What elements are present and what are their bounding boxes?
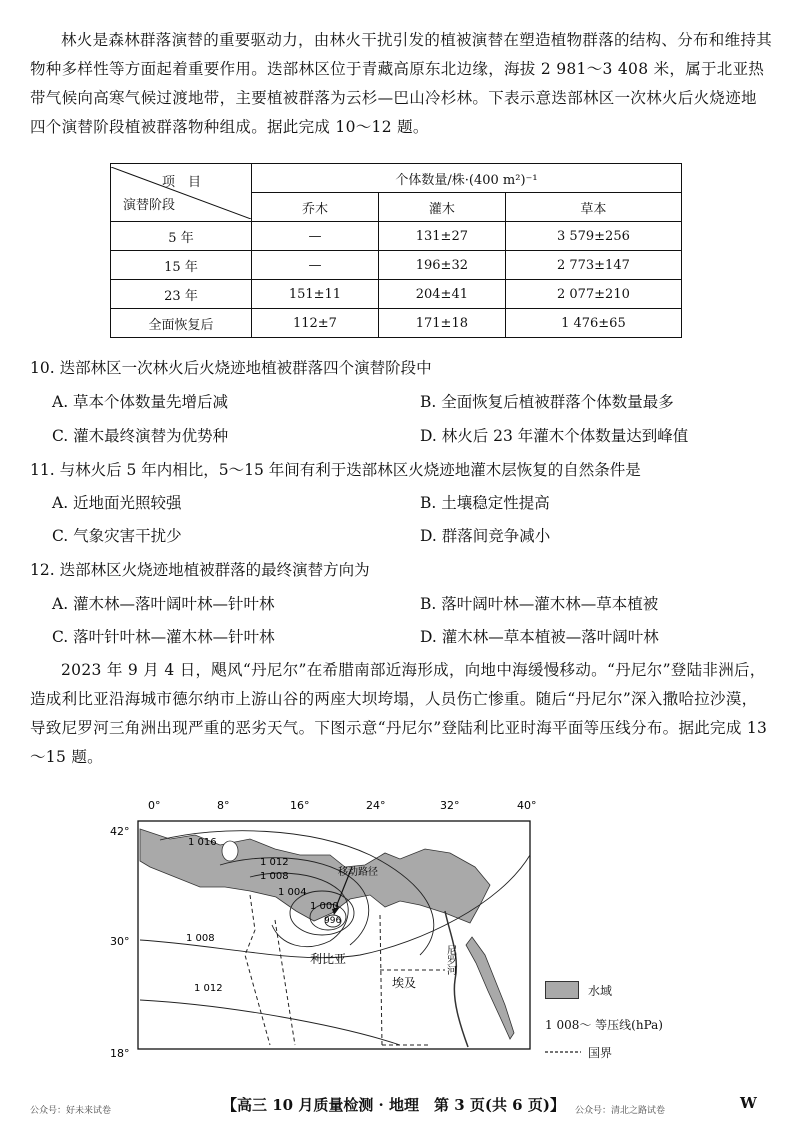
table-row <box>111 280 682 309</box>
col-header-herbs: 草本 <box>505 193 681 222</box>
col-header-trees: 乔木 <box>252 193 379 222</box>
q12-option-c[interactable]: C. 落叶针叶林—灌木林—针叶林 <box>52 628 275 646</box>
isobar-map <box>100 795 570 1070</box>
footer-page-info: 【高三 10 月质量检测 · 地理 第 3 页(共 6 页)】 <box>222 1096 565 1114</box>
cell: 112±7 <box>252 309 379 338</box>
row-stage: 全面恢复后 <box>111 309 252 338</box>
cell: 151±11 <box>252 280 379 309</box>
cell: 196±32 <box>378 251 505 280</box>
q10-option-a[interactable]: A. 草本个体数量先增后减 <box>52 393 229 411</box>
isobar-label: 1 012 <box>260 857 289 868</box>
succession-table <box>110 163 682 338</box>
lon-label: 32° <box>440 799 460 812</box>
lon-label: 40° <box>517 799 537 812</box>
intro-paragraph-2: 2023 年 9 月 4 日，飓风“丹尼尔”在希腊南部近海形成，向地中海缓慢移动。“丹尼尔”登陆非洲后，造成利比亚沿海城市德尔纳市上游山谷的两座大坝垮塌，人员伤亡惨重。随后“丹尼尔”深入撒哈拉沙漠，导致尼罗河三角洲出现严重的恶劣天气。下图示意“丹尼尔”登陆利比亚时海平面等压线分布。据此完成 13～15 题。 <box>30 661 768 766</box>
lat-label: 30° <box>110 935 130 948</box>
col-header-shrubs: 灌木 <box>378 193 505 222</box>
cell: 171±18 <box>378 309 505 338</box>
lon-label: 8° <box>217 799 230 812</box>
island <box>222 841 238 861</box>
isobar-label: 1 012 <box>194 983 223 994</box>
lon-label: 16° <box>290 799 310 812</box>
lat-label: 18° <box>110 1047 130 1060</box>
row-stage: 5 年 <box>111 222 252 251</box>
q10-option-c[interactable]: C. 灌木最终演替为优势种 <box>52 427 229 445</box>
lon-label: 24° <box>366 799 386 812</box>
isobar-line <box>140 1000 400 1045</box>
red-sea-water <box>466 937 514 1039</box>
path-label: 移动路径 <box>338 867 378 878</box>
q12-stem: 12. 迭部林区火烧迹地植被群落的最终演替方向为 <box>30 561 370 579</box>
cell: — <box>252 251 379 280</box>
table-row <box>111 309 682 338</box>
place-label-libya: 利比亚 <box>310 952 347 966</box>
isobar-label: 1 008 <box>186 933 215 944</box>
q11-option-a[interactable]: A. 近地面光照较强 <box>52 494 182 512</box>
cell: 2 077±210 <box>505 280 681 309</box>
legend-isobar-label: 1 008～ 等压线(hPa) <box>545 1018 663 1032</box>
cell: — <box>252 222 379 251</box>
place-label-egypt: 埃及 <box>392 976 417 990</box>
legend-water-swatch <box>545 981 579 999</box>
q11-option-b[interactable]: B. 土壤稳定性提高 <box>420 494 550 512</box>
table-row <box>111 222 682 251</box>
footer-small-right: 公众号：清北之路试卷 <box>575 1106 666 1116</box>
q12-option-d[interactable]: D. 灌木林—草本植被—落叶阔叶林 <box>420 628 659 646</box>
q11-option-c[interactable]: C. 气象灾害干扰少 <box>52 527 182 545</box>
cell: 3 579±256 <box>505 222 681 251</box>
isobar-label: 1 000 <box>310 901 339 912</box>
isobar-label: 1 004 <box>278 887 307 898</box>
isobar-label: 1 008 <box>260 871 289 882</box>
country-border <box>245 895 445 1045</box>
q11-stem: 11. 与林火后 5 年内相比，5～15 年间有利于迭部林区火烧迹地灌木层恢复的自然条件是 <box>30 461 641 479</box>
legend-border-label: 国界 <box>588 1046 613 1060</box>
unit-header: 个体数量/株·(400 m²)⁻¹ <box>252 164 682 193</box>
cell: 204±41 <box>378 280 505 309</box>
corner-bottom-label: 演替阶段 <box>123 197 176 213</box>
legend-border-line <box>545 1049 581 1055</box>
lat-label: 42° <box>110 825 130 838</box>
q11-option-d[interactable]: D. 群落间竞争减小 <box>420 527 551 545</box>
cell: 131±27 <box>378 222 505 251</box>
q12-option-a[interactable]: A. 灌木林—落叶阔叶林—针叶林 <box>52 595 275 613</box>
q10-option-b[interactable]: B. 全面恢复后植被群落个体数量最多 <box>420 393 674 411</box>
q10-stem: 10. 迭部林区一次林火后火烧迹地植被群落四个演替阶段中 <box>30 359 432 377</box>
isobar-label: 996 <box>324 916 342 926</box>
intro-paragraph-1: 林火是森林群落演替的重要驱动力，由林火干扰引发的植被演替在塑造植物群落的结构、分布和维持其物种多样性等方面起着重要作用。迭部林区位于青藏高原东北边缘，海拔 2 981～3 408 米，属于北亚热带气候向高寒气候过渡地带，主要植被群落为云杉—巴山冷杉林。下表示意迭部林区一次林火后火烧迹地四个演替阶段植被群落物种组成。据此完成 10～12 题。 <box>30 31 773 136</box>
table-corner-cell <box>111 164 252 222</box>
corner-top-label: 项 目 <box>161 174 201 190</box>
footer-mark: W <box>740 1094 757 1112</box>
q10-option-d[interactable]: D. 林火后 23 年灌木个体数量达到峰值 <box>420 427 689 445</box>
table-row <box>111 251 682 280</box>
cell: 1 476±65 <box>505 309 681 338</box>
q12-option-b[interactable]: B. 落叶阔叶林—灌木林—草本植被 <box>420 595 659 613</box>
footer-small-left: 公众号：好未来试卷 <box>30 1106 112 1116</box>
legend-water-label: 水域 <box>588 984 613 998</box>
isobar-label: 1 016 <box>188 837 217 848</box>
cell: 2 773±147 <box>505 251 681 280</box>
lon-label: 0° <box>148 799 161 812</box>
row-stage: 23 年 <box>111 280 252 309</box>
place-label-nile: 尼罗河 <box>444 945 456 975</box>
row-stage: 15 年 <box>111 251 252 280</box>
nile-river <box>445 911 468 1047</box>
